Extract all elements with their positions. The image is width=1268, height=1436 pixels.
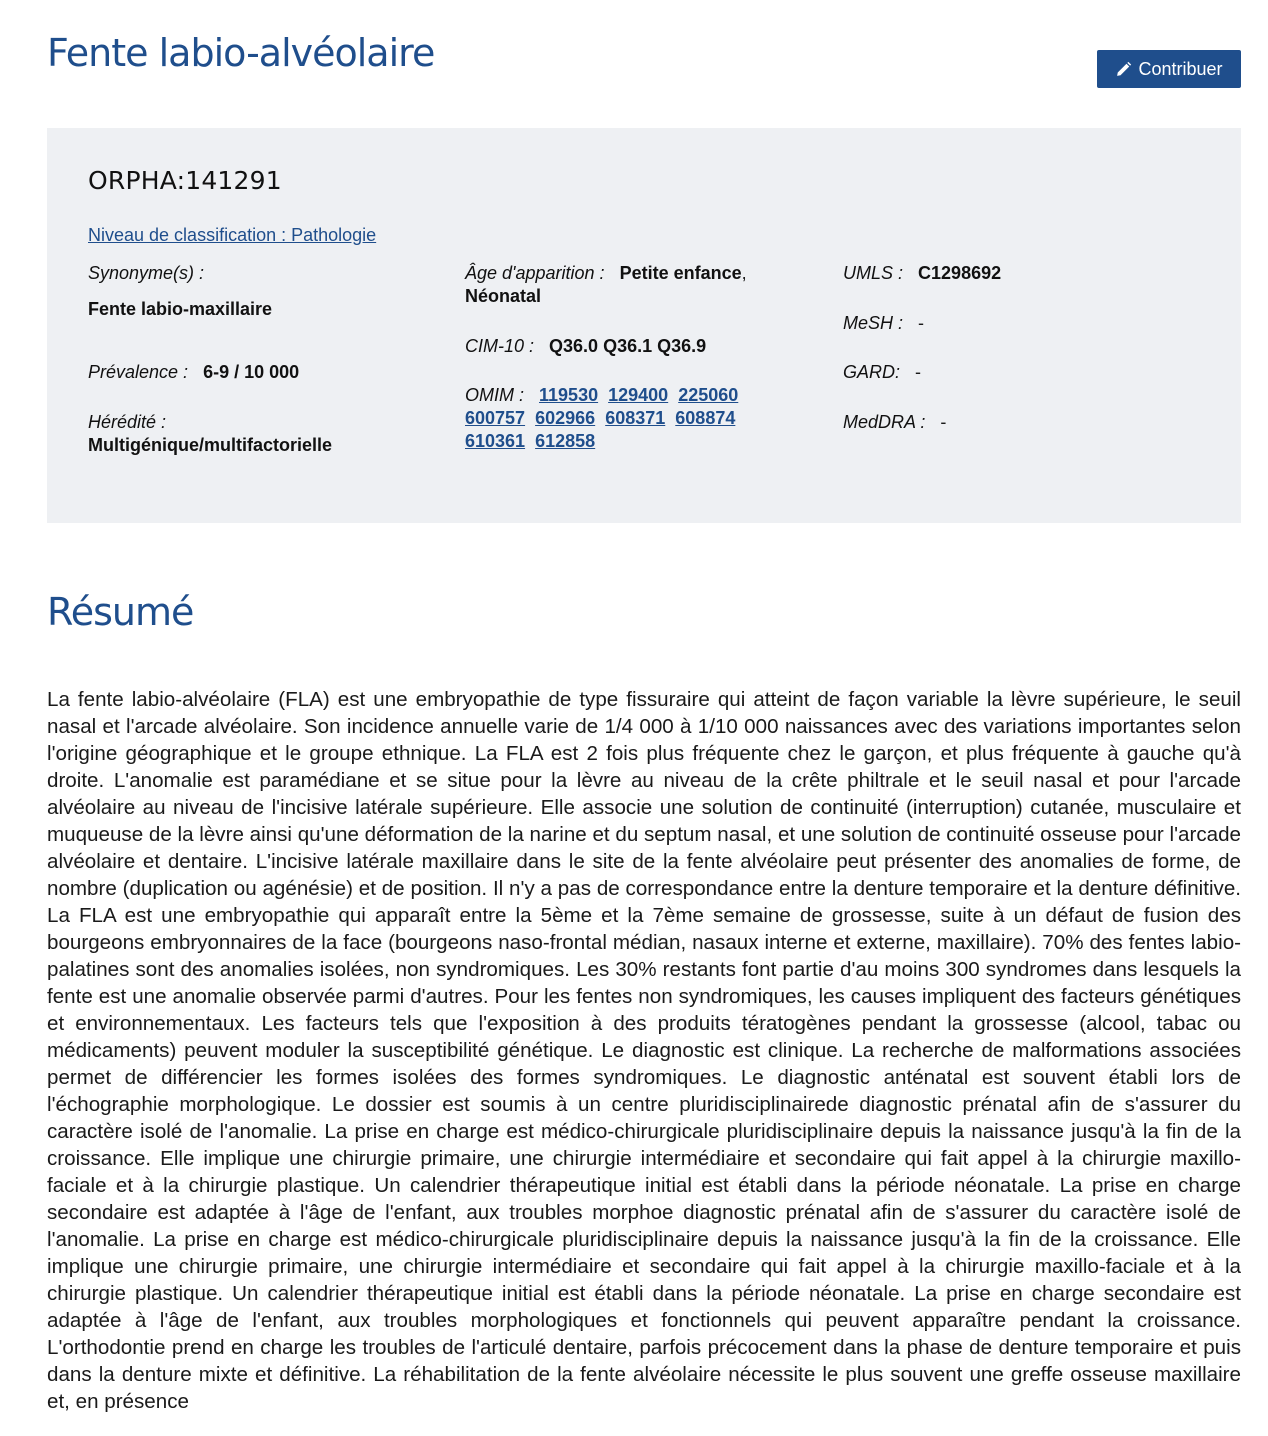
prevalence-value: 6-9 / 10 000 bbox=[203, 362, 300, 382]
summary-title: Résumé bbox=[47, 590, 194, 634]
heredity-field bbox=[88, 411, 428, 457]
summary-text: La fente labio-alvéolaire (FLA) est une embryopathie de type fissuraire qui atteint de façon variable la lèvre supérieure, le seuil nasal et l'arcade alvéolaire. Son incidence annuelle varie de 1/4 000 à 1/10 000 naissances avec des variations importantes selon l'origine géographique et le groupe ethnique. La FLA est 2 fois plus fréquente chez le garçon, et plus fréquente à gauche qu'à droite. L'anomalie est paramédiane et se situe pour la lèvre au niveau de la crête philtrale et le seuil nasal et pour l'arcade alvéolaire au niveau de l'incisive latérale supérieure. Elle associe une solution de continuité (interruption) cutanée, musculaire et muqueuse de la lèvre ainsi qu'une déformation de la narine et du septum nasal, et une solution de continuité osseuse pour l'arcade alvéolaire et dentaire. L'incisive latérale maxillaire dans le site de la fente alvéolaire peut présenter des anomalies de forme, de nombre (duplication ou agénésie) et de position. Il n'y a pas de correspondance entre la denture temporaire et la denture définitive. La FLA est une embryopathie qui apparaît entre la 5ème et la 7ème semaine de grossesse, suite à un défaut de fusion des bourgeons embryonnaires de la face (bourgeons naso-frontal médian, nasaux interne et externe, maxillaire). 70% des fentes labio-palatines sont des anomalies isolées, non syndromiques. Les 30% restants font partie d'au moins 300 syndromes dans lesquels la fente est une anomalie observée parmi d'autres. Pour les fentes non syndromiques, les causes impliquent des facteurs génétiques et environnementaux. Les facteurs tels que l'exposition à des produits tératogènes pendant la grossesse (alcool, tabac ou médicaments) peuvent moduler la susceptibilité génétique. Le diagnostic est clinique. La recherche de malformations associées permet de différencier les formes isolées des formes syndromiques. Le diagnostic anténatal est souvent établi lors de l'échographie morphologique. Le dossier est soumis à un centre pluridisciplinairede diagnostic prénatal afin de s'assurer du caractère isolé de l'anomalie. La prise en charge est médico-chirurgicale pluridisciplinaire depuis la naissance jusqu'à la fin de la croissance. Elle implique une chirurgie primaire, une chirurgie intermédiaire et secondaire qui fait appel à la chirurgie maxillo-faciale et à la chirurgie plastique. Un calendrier thérapeutique initial est établi dans la période néonatale. La prise en charge secondaire est adaptée à l'âge de l'enfant, aux troubles morphoe diagnostic prénatal afin de s'assurer du caractère isolé de l'anomalie. La prise en charge est médico-chirurgicale pluridisciplinaire depuis la naissance jusqu'à la fin de la croissance. Elle implique une chirurgie primaire, une chirurgie intermédiaire et secondaire qui fait appel à la chirurgie maxillo-faciale et à la chirurgie plastique. Un calendrier thérapeutique initial est établi dans la période néonatale. La prise en charge secondaire est adaptée à l'âge de l'enfant, aux troubles morphologiques et fonctionnels qui peuvent apparaître pendant la croissance. L'orthodontie prend en charge les troubles de l'articulé dentaire, parfois précocement dans la phase de denture temporaire et puis dans la denture mixte et définitive. La réhabilitation de la fente alvéolaire nécessite le plus souvent une greffe osseuse maxillaire et, en présence bbox=[47, 688, 1241, 1413]
icd10-label: CIM-10 : bbox=[465, 336, 535, 356]
synonyms-field bbox=[88, 262, 428, 285]
gard-field bbox=[843, 361, 1183, 384]
gard-label: GARD: bbox=[843, 362, 901, 382]
contribute-button[interactable] bbox=[1097, 50, 1241, 88]
mesh-field bbox=[843, 312, 1183, 335]
onset-value-1: Petite enfance bbox=[619, 263, 742, 283]
umls-value: C1298692 bbox=[918, 263, 1002, 283]
meddra-value: - bbox=[940, 412, 947, 432]
omim-link[interactable]: 602966 bbox=[535, 408, 596, 428]
omim-link[interactable]: 608371 bbox=[605, 408, 666, 428]
omim-link[interactable]: 119530 bbox=[539, 385, 599, 405]
umls-field bbox=[843, 262, 1183, 285]
heredity-value: Multigénique/multifactorielle bbox=[88, 435, 333, 455]
prevalence-field bbox=[88, 361, 428, 384]
omim-link[interactable]: 608874 bbox=[675, 408, 736, 428]
icd10-code: Q36.1 bbox=[603, 336, 653, 356]
mesh-label: MeSH : bbox=[843, 313, 904, 333]
icd10-field bbox=[465, 335, 805, 358]
omim-link[interactable]: 612858 bbox=[535, 431, 596, 451]
icd10-code: Q36.9 bbox=[657, 336, 707, 356]
omim-link[interactable]: 129400 bbox=[608, 385, 669, 405]
icd10-code: Q36.0 bbox=[549, 336, 599, 356]
heredity-label: Hérédité : bbox=[88, 412, 167, 432]
onset-label: Âge d'apparition : bbox=[465, 263, 605, 283]
omim-link[interactable]: 610361 bbox=[465, 431, 526, 451]
omim-link[interactable]: 600757 bbox=[465, 408, 526, 428]
orpha-code: ORPHA:141291 bbox=[88, 166, 282, 195]
classification-level-link[interactable]: Niveau de classification : Pathologie bbox=[88, 225, 377, 245]
umls-label: UMLS : bbox=[843, 263, 904, 283]
omim-label: OMIM : bbox=[465, 385, 524, 405]
prevalence-label: Prévalence : bbox=[88, 362, 189, 382]
disease-info-panel bbox=[47, 128, 1241, 523]
contribute-button-label: Contribuer bbox=[1138, 58, 1223, 79]
onset-value-2: Néonatal bbox=[465, 286, 542, 306]
page-title: Fente labio-alvéolaire bbox=[47, 31, 435, 75]
onset-separator: , bbox=[741, 263, 747, 283]
mesh-value: - bbox=[918, 313, 925, 333]
synonyms-label: Synonyme(s) : bbox=[88, 263, 205, 283]
meddra-field bbox=[843, 411, 1183, 434]
gard-value: - bbox=[915, 362, 922, 382]
omim-field bbox=[465, 384, 805, 453]
meddra-label: MedDRA : bbox=[843, 412, 926, 432]
synonyms-value-row bbox=[88, 298, 428, 321]
onset-field bbox=[465, 262, 805, 308]
pencil-icon bbox=[1115, 61, 1132, 78]
synonyms-value: Fente labio-maxillaire bbox=[88, 299, 273, 319]
omim-link[interactable]: 225060 bbox=[678, 385, 739, 405]
